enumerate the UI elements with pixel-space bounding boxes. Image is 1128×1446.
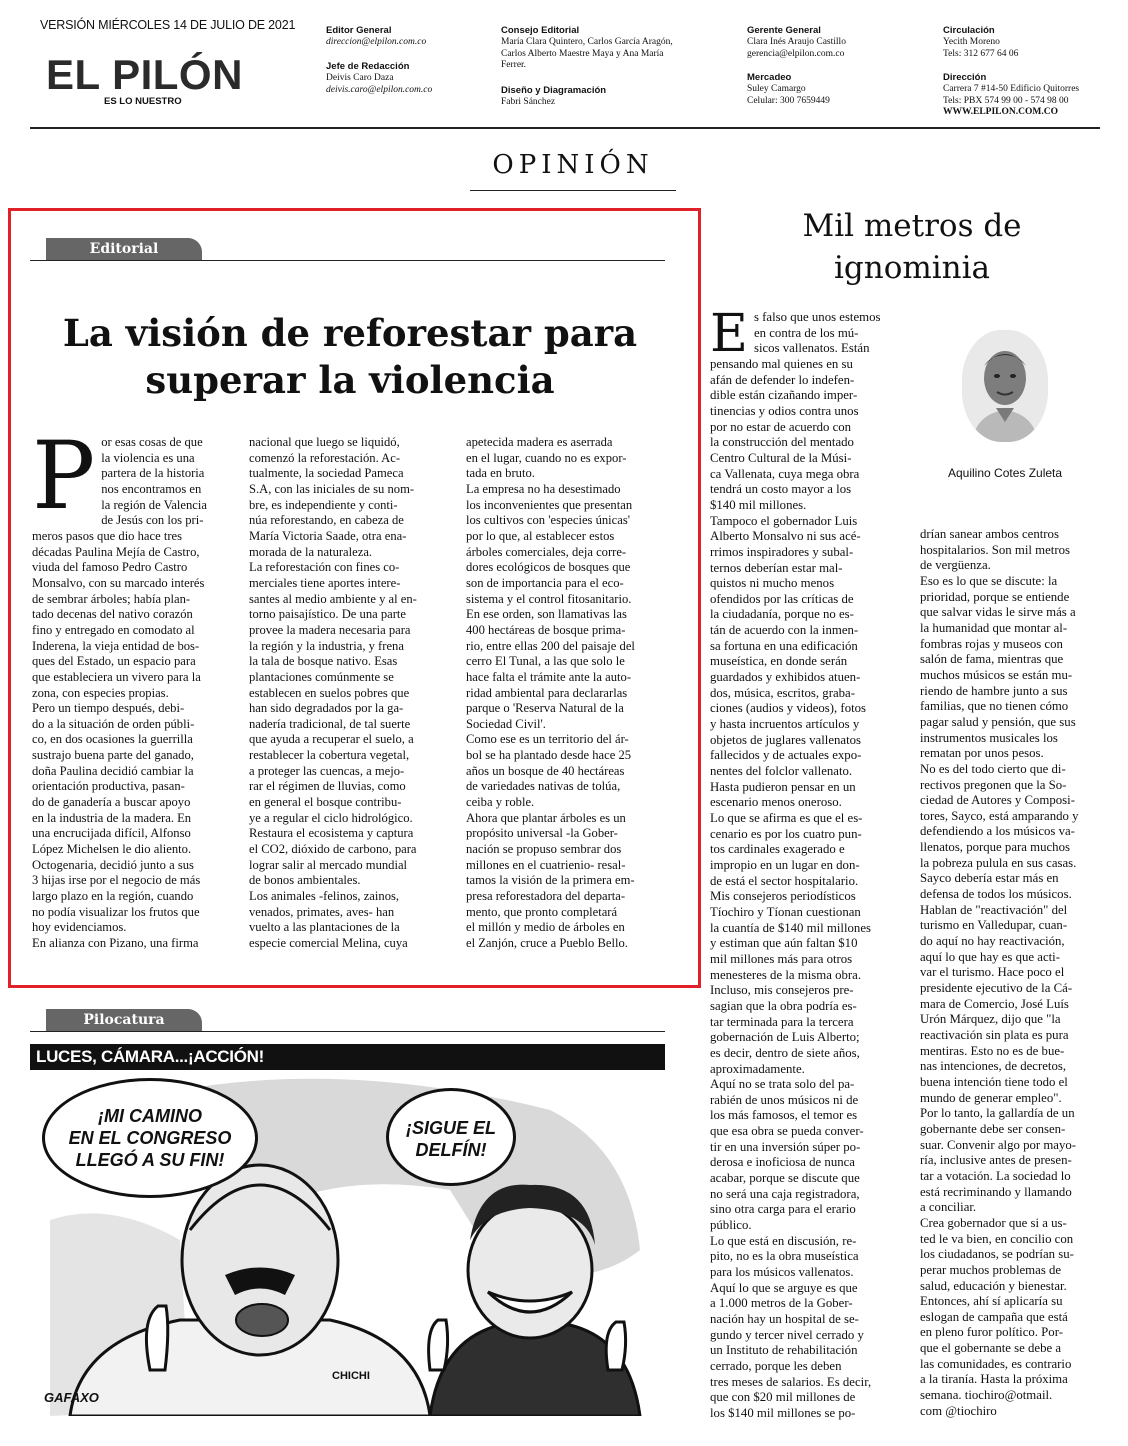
editorial-column-2 (249, 435, 450, 952)
staff-line: Clara Inés Araujo Castillo (747, 37, 846, 47)
paragraph: or esas cosas de que la violencia es una partera de la historia nos encontramos en la región de Valencia de Jesús con los pri- (101, 435, 207, 528)
staff-diseno (501, 85, 606, 109)
staff-mercadeo (747, 72, 830, 107)
drop-cap: P (32, 422, 96, 531)
paragraph: meros pasos que dio hace tres décadas Paulina Mejía de Castro, viuda del famoso Pedro Castro Monsalvo, con su marcado interés de sembrar árboles; había plan- tado decenas del nativo corazón fino y entregado en comodato al Inderena, la vieja entidad de bos- ques del Estado, un espacio para que estableciera un vivero para la zona, con especies propias. Pero un tiempo después, debi- do a la situación de orden públi- co, en dos ocasiones la guerrilla sustrajo buena parte del ganado, doña Paulina decidió cambiar la orientación productiva, pasan- do de ganadería a buscar apoyo en la industria de la madera. En una encrucijada difícil, Alfonso López Michelsen le dio aliento. Octogenaria, decidió junto a sus 3 hijas irse por el negocio de más largo plazo en la región, cuando no podía visualizar los frutos que hoy evidenciamos. En alianza con Pizano, una firma (32, 528, 205, 950)
staff-line: Fabri Sánchez (501, 97, 556, 107)
editorial-tab-rule (30, 260, 665, 261)
staff-title: Jefe de Redacción (326, 61, 410, 72)
column-title (762, 205, 1062, 289)
shirt-label: CHICHI (332, 1370, 370, 1382)
paragraph: nacional que luego se liquidó, comenzó la reforestación. Ac- tualmente, la sociedad Pameca S.A, con las iniciales de su nom- bre, es independiente y conti- núa reforestando, en cabeza de María Victoria Saade, otra ena- morada de la naturaleza. La reforestación con fines co- merciales tiene aportes intere- santes al medio ambiente y al en- torno paisajístico. De una parte provee la madera necesaria para la región y la industria, y frena la tala de bosque nativo. Esas plantaciones comúnmente se establecen en suelos pobres que han sido degradados por la ga- nadería tradicional, de tal suerte que ayuda a recuperar el suelo, a restablecer la cobertura vegetal, a proteger las cuencas, a mejo- rar el régimen de lluvias, como en general el bosque contribu- ye a regular el ciclo hidrológico. Restaura el ecosistema y captura el CO2, dióxido de carbono, para lograr salir al mercado mundial de bonos ambientales. Los animales -felinos, zainos, venados, primates, aves- han vuelto a las plantaciones de la especie comercial Melina, cuya (249, 435, 417, 950)
section-title: OPINIÓN (492, 150, 654, 180)
author-photo (962, 330, 1048, 442)
headline-line: La visión de reforestar para (62, 311, 638, 355)
staff-line: Carrera 7 #14-50 Edificio Quitorres (943, 84, 1080, 94)
staff-line: Yecith Moreno (943, 37, 1000, 47)
staff-title: Editor General (326, 25, 392, 36)
editorial-column-3 (466, 435, 667, 952)
logo-tagline: ES LO NUESTRO (104, 96, 182, 107)
paragraph: pensando mal quienes en su afán de defender lo indefen- dible están cizañando imper- tinencias y odios contra unos por no estar de acuerdo con la construcción del mentado Centro Cultural de la Músi- ca Vallenata, cuya mega obra tendrá un costo mayor a los $140 mil millones. Tampoco el gobernador Luis Alberto Monsalvo ni sus acé- rrimos inspiradores y subal- ternos deberían estar mal- quistos ni mucho menos ofendidos por las críticas de la ciudadanía, porque no es- tán de acuerdo con la inmen- sa fortuna en una edificación museística, en donde serán guardados y exhibidos atuen- dos, música, escritos, graba- ciones (audios y videos), fotos y hasta incruentos artículos y objetos de juglares vallenatos fallecidos y de actuales expo- nentes del folclor vallenato. Hasta pudieron pensar en un escenario menos oneroso. Lo que se afirma es que el es- cenario es por los cuatro pun- tos cardinales exagerado e impropio en un lugar en don- de está el sector hospitalario. Mis consejeros periodísticos Tíochiro y Tíonan cuestionan la cuantía de $140 mil millones y estiman que aún faltan $10 mil millones más para otros menesteres de la misma obra. Incluso, mis consejeros pre- sagian que la obra podría es- tar terminada para la tercera gobernación de Luis Alberto; es decir, dentro de siete años, aproximadamente. Aquí no se trata solo del pa- rabién de unos músicos ni de los más famosos, el temor es que esa obra se pueda conver- tir en una inversión súper po- derosa e inoficiosa de nunca acabar, porque se discute que no será una caja registradora, sino otra carga para el erario público. Lo que está en discusión, re- pito, no es la obra museística para los músicos vallenatos. Aquí lo que se arguye es que a 1.000 metros de la Gober- nación hay un hospital de se- gundo y tercer nivel cerrado y un Instituto de rehabilitación cerrado, porque les deben tres meses de salarios. Es decir, que con $20 mil millones de los $140 mil millones se po- (710, 356, 872, 1420)
staff-editor-general (326, 25, 426, 49)
section-underline (470, 190, 676, 191)
newspaper-logo: EL PILÓN (46, 51, 243, 98)
staff-title: Mercadeo (747, 72, 792, 83)
staff-line: Ferrer. (501, 60, 527, 70)
editorial-column-1 (32, 422, 233, 952)
staff-consejo-editorial (501, 25, 673, 72)
staff-title: Consejo Editorial (501, 25, 580, 36)
staff-line: Celular: 300 7659449 (747, 95, 830, 106)
cartoon-panel (30, 1070, 665, 1416)
staff-gerente (747, 25, 846, 60)
website-link[interactable]: WWW.ELPILON.COM.CO (943, 107, 1058, 117)
staff-title: Dirección (943, 72, 987, 83)
drop-cap: E (710, 304, 748, 364)
staff-line: direccion@elpilon.com.co (326, 37, 427, 47)
editorial-headline (20, 310, 680, 404)
staff-title: Diseño y Diagramación (501, 85, 607, 96)
speech-bubble-right: ¡SIGUE EL DELFÍN! (386, 1088, 516, 1186)
staff-direccion (943, 72, 1079, 119)
column-title-line: Mil metros de (802, 208, 1022, 244)
opinion-column-a (710, 304, 895, 1422)
staff-line: María Clara Quintero, Carlos García Aragón, (501, 37, 673, 47)
headline-line: superar la violencia (145, 358, 555, 402)
staff-line: deivis.caro@elpilon.com.co (326, 84, 433, 95)
paragraph: apetecida madera es aserrada en el lugar, cuando no es expor- tada en bruto. La empresa no ha desestimado los inconvenientes que presentan los cultivos con 'especies únicas' por lo que, al establecer estos árboles comerciales, deja corre- dores ecológicos de bosques que son de importancia para el eco- sistema y el control fitosanitario. En ese orden, son llamativas las 400 hectáreas de bosque prima- rio, entre ellas 200 del paisaje del cerro El Tunal, a las que solo le hace falta el trámite ante la auto- ridad ambiental para declararlas parque o 'Reserva Natural de la Sociedad Civil'. Como ese es un territorio del ár- bol se ha plantado desde hace 25 años un bosque de 40 hectáreas de variedades nativas de tolúa, ceiba y roble. Ahora que plantar árboles es un propósito universal -la Gober- nación se propuso sembrar dos millones en el cuatrienio- resal- tamos la visión de la primera em- presa reforestadora del departa- mento, que pronto completará el millón y medio de árboles en el Zanjón, cruce a Pueblo Bello. (466, 435, 635, 950)
staff-line: Suley Camargo (747, 84, 806, 94)
cartoon-banner: LUCES, CÁMARA...¡ACCIÓN! (30, 1044, 665, 1070)
opinion-column-b (920, 527, 1103, 1419)
cartoon-tab-rule (30, 1031, 665, 1032)
author-name: Aquilino Cotes Zuleta (948, 466, 1063, 480)
cartoon-tab: Pilocatura (46, 1009, 202, 1031)
cartoonist-signature: GAFAXO (44, 1390, 99, 1405)
speech-bubble-left: ¡MI CAMINO EN EL CONGRESO LLEGÓ A SU FIN! (42, 1078, 258, 1198)
edition-date: VERSIÓN MIÉRCOLES 14 DE JULIO DE 2021 (40, 18, 296, 32)
column-title-line: ignominia (833, 250, 991, 286)
staff-line: Tels: 312 677 64 06 (943, 48, 1019, 59)
author-portrait-icon (962, 330, 1048, 442)
staff-line: gerencia@elpilon.com.co (747, 48, 845, 59)
masthead-divider (30, 127, 1100, 129)
editorial-tab: Editorial (46, 238, 202, 260)
staff-title: Circulación (943, 25, 995, 36)
paragraph: s falso que unos estemos en contra de los mú- sicos vallenatos. Están (753, 310, 881, 356)
staff-title: Gerente General (747, 25, 821, 36)
staff-line: Carlos Alberto Maestre Maya y Ana María (501, 48, 664, 59)
staff-line: Deivis Caro Daza (326, 73, 394, 83)
staff-circulacion (943, 25, 1018, 60)
staff-line: Tels: PBX 574 99 00 - 574 98 00 (943, 95, 1069, 106)
paragraph: drían sanear ambos centros hospitalarios. Son mil metros de vergüenza. Eso es lo que se discute: la prioridad, porque se entiende que salvar vidas le sirve más a la humanidad que montar al- fombras rojas y museos con salón de fama, mientras que muchos músicos se están mu- riendo de hambre junto a sus familias, que no tienen cómo pagar salud y pensión, que sus instrumentos musicales los rematan por unos pesos. No es del todo cierto que di- rectivos pregonen que la So- ciedad de Autores y Composi- tores, Sayco, está amparando y defendiendo a los músicos va- llenatos, porque para muchos la pobreza pulula en sus casas. Sayco debería estar más en defensa de todos los músicos. Hablan de "reactivación" del turismo en Valledupar, cuan- do aquí no hay reactivación, aquí lo que hay es que acti- var el turismo. Hace poco el presidente ejecutivo de la Cá- mara de Comercio, José Luís Urón Márquez, dijo que "la reactivación sin plata es pura mentiras. Esto no es de bue- nas intenciones, de decretos, buena intención tiene todo el mundo de generar empleo". Por lo tanto, la gallardía de un gobernante debe ser consen- suar. Convenir algo por mayo- ría, inclusive antes de presen- tar a votación. La sociedad lo está recriminando y llamando a conciliar. Crea gobernador que si a us- ted le va bien, en concilio con los ciudadanos, se podrían su- perar muchos problemas de salud, educación y bienestar. Entonces, ahí sí aplicaría su eslogan de campaña que está en pleno furor político. Por- que el gobernante se debe a las comunidades, es contrario a la tiranía. Hasta la próxima semana. tiochiro@otmail. com @tiochiro (920, 527, 1079, 1418)
staff-jefe-redaccion (326, 61, 432, 96)
